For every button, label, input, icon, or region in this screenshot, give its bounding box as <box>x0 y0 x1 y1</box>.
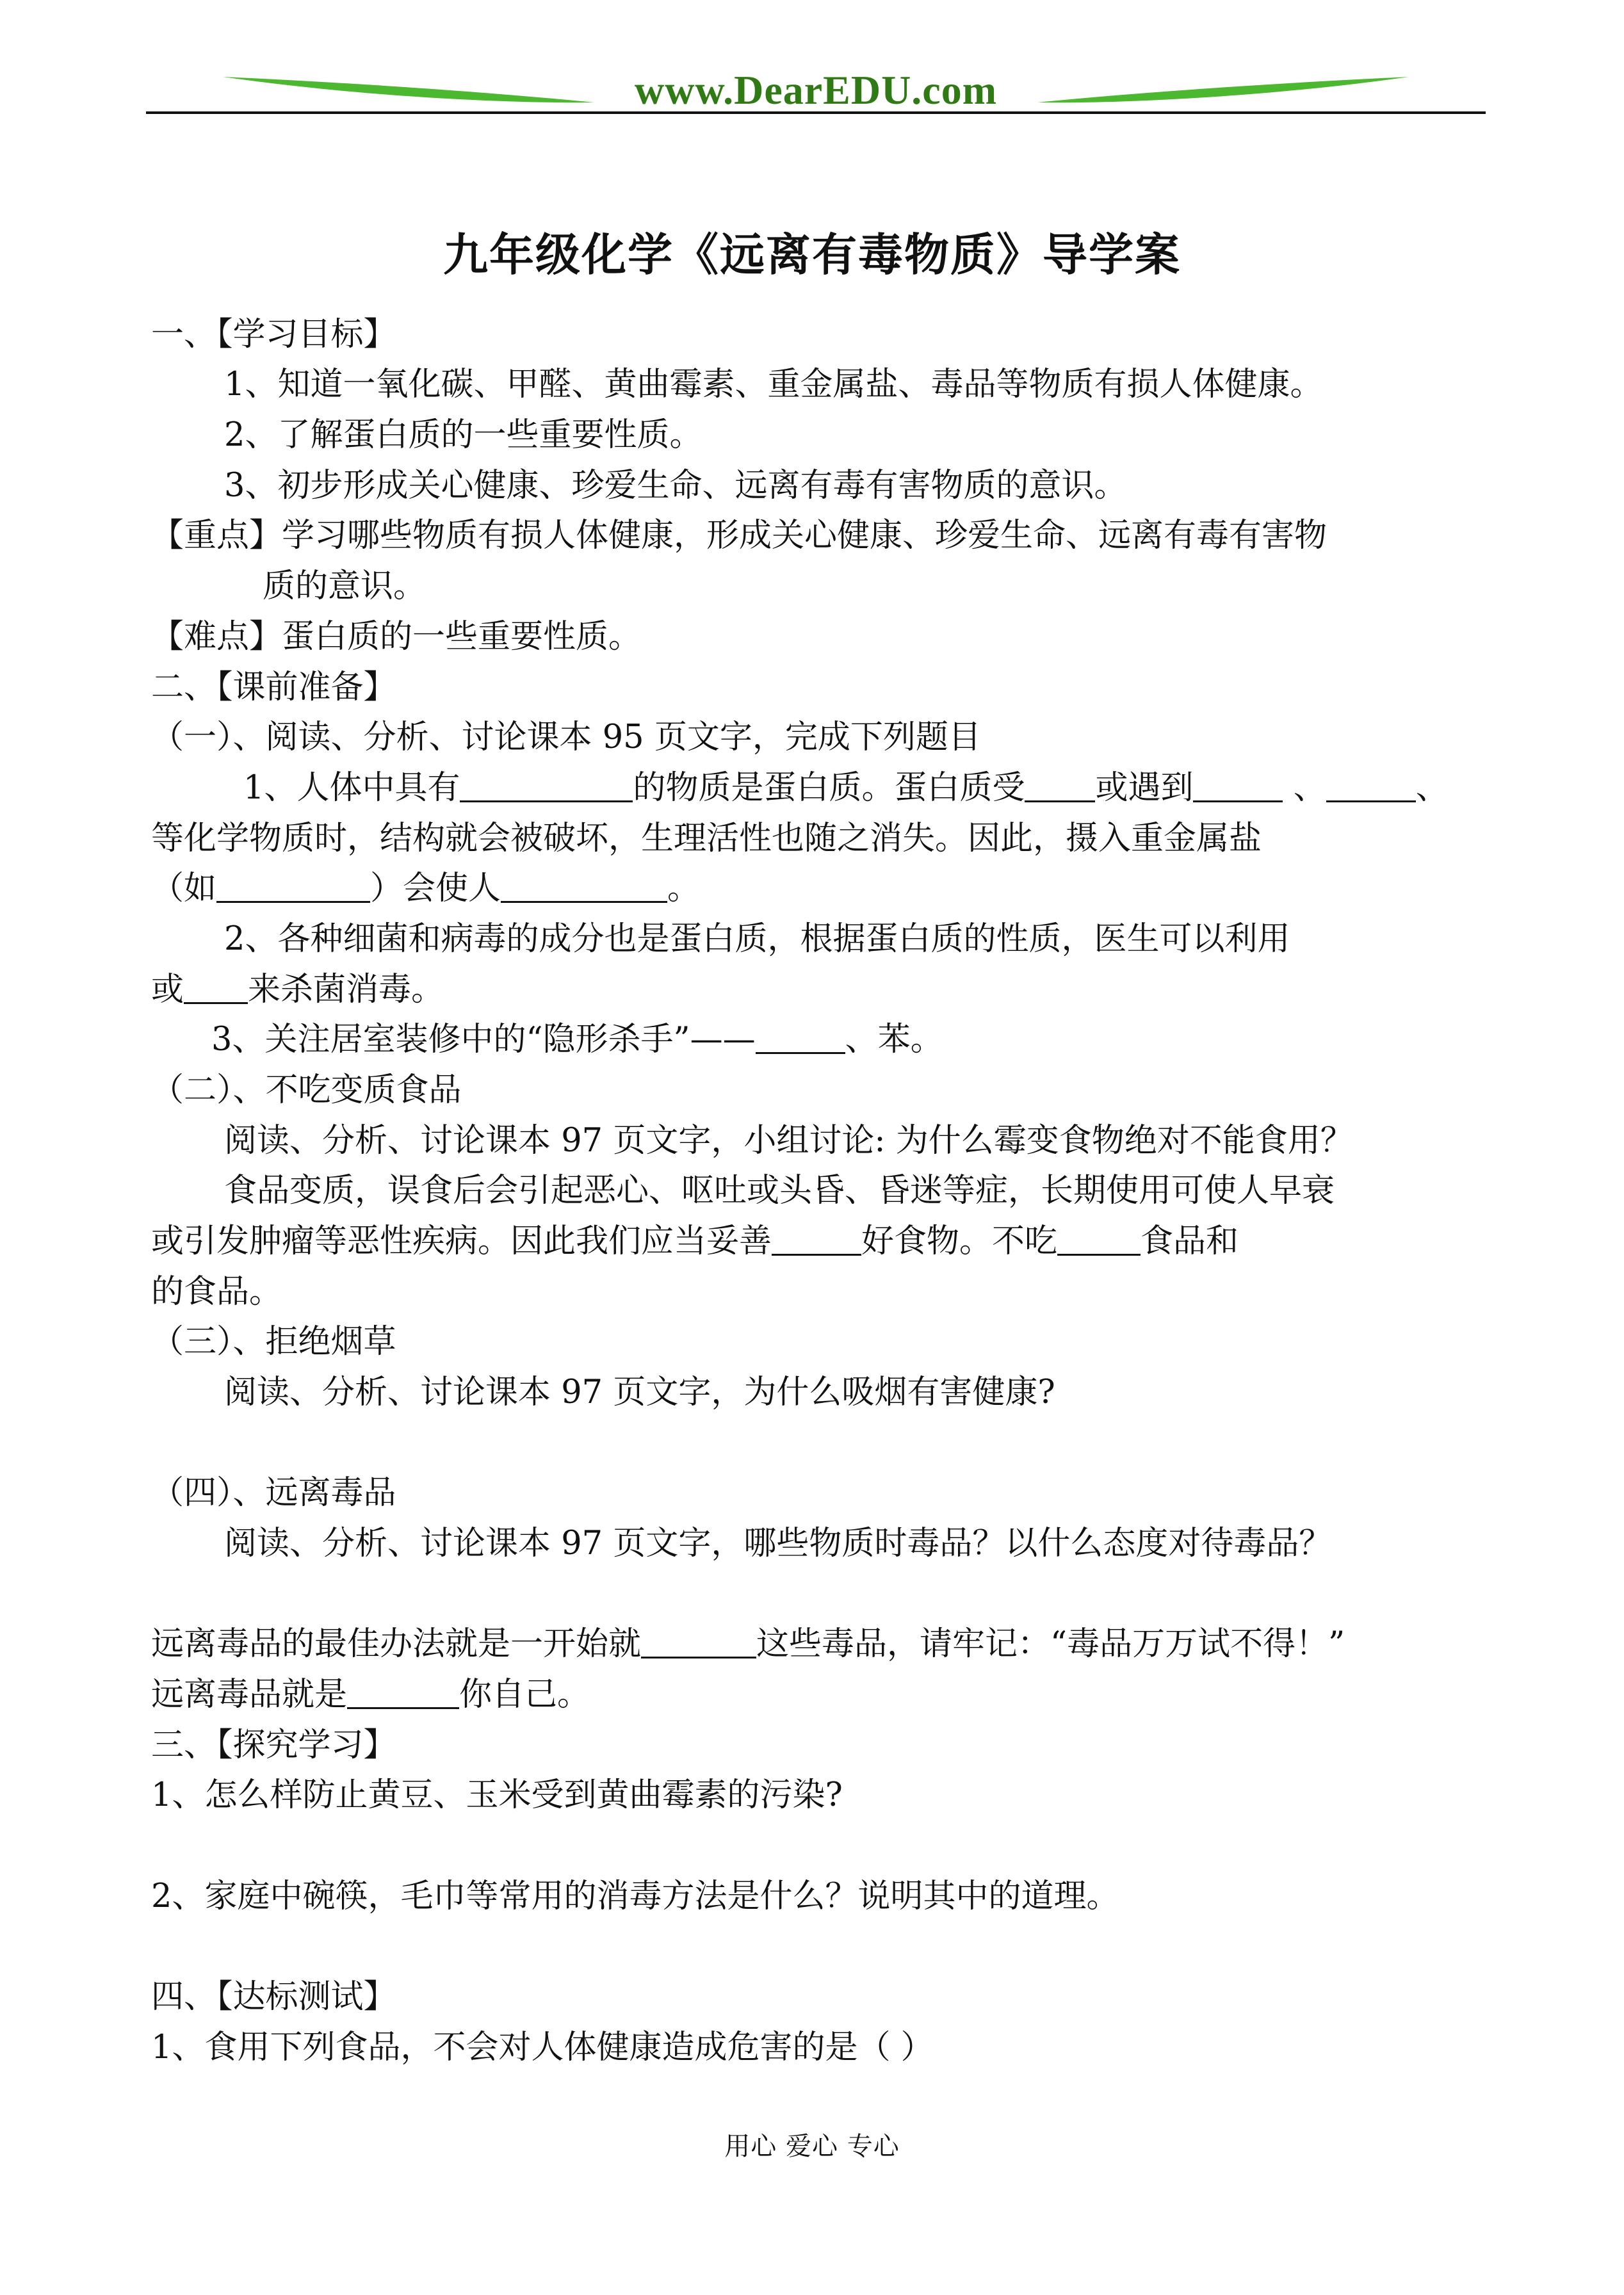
drugs-text-2: 远离毒品就是 你自己。 <box>151 1676 590 1714</box>
section-heading-goals: 一、【学习目标】 <box>151 316 396 353</box>
page-title: 九年级化学《远离有毒物质》导学案 <box>443 228 1181 281</box>
subsection-tobacco: （三）、拒绝烟草 <box>151 1323 396 1361</box>
goal-item: 3、初步形成关心健康、珍爱生命、远离有毒有害物质的意识。 <box>224 467 1127 505</box>
tobacco-question: 阅读、分析、讨论课本 97 页文字，为什么吸烟有害健康? <box>224 1374 1055 1411</box>
page-footer: 用心 爱心 专心 <box>724 2132 900 2161</box>
question-1-line-1: 1、人体中具有 的物质是蛋白质。蛋白质受 或遇到 、 、 <box>243 769 1449 807</box>
fill-blank[interactable] <box>184 971 248 1004</box>
question-2-line-1: 2、各种细菌和病毒的成分也是蛋白质，根据蛋白质的性质，医生可以利用 <box>224 920 1290 958</box>
explore-question-2: 2、家庭中碗筷，毛巾等常用的消毒方法是什么？说明其中的道理。 <box>151 1877 1119 1915</box>
question-1-line-3: （如 ）会使人 。 <box>151 870 701 907</box>
fill-blank[interactable] <box>1326 770 1416 802</box>
fill-blank[interactable] <box>641 1626 756 1658</box>
explore-question-1: 1、怎么样防止黄豆、玉米受到黄曲霉素的污染? <box>151 1776 843 1814</box>
site-logo: www.DearEDU.com <box>635 67 997 113</box>
fill-blank[interactable] <box>1057 1223 1141 1256</box>
test-question-1: 1、食用下列食品，不会对人体健康造成危害的是（ ） <box>151 2029 934 2066</box>
fill-blank[interactable] <box>347 1676 459 1709</box>
drugs-text-1: 远离毒品的最佳办法就是一开始就 这些毒品，请牢记：“毒品万万试不得！” <box>151 1625 1345 1663</box>
drugs-question: 阅读、分析、讨论课本 97 页文字，哪些物质时毒品？以什么态度对待毒品？ <box>224 1525 1332 1562</box>
key-point-continued: 质的意识。 <box>263 567 426 605</box>
question-1-line-2: 等化学物质时，结构就会被破坏，生理活性也随之消失。因此，摄入重金属盐 <box>151 820 1262 857</box>
section-heading-prep: 二、【课前准备】 <box>151 669 396 706</box>
section-heading-explore: 三、【探究学习】 <box>151 1726 396 1764</box>
fill-blank[interactable] <box>1193 770 1283 802</box>
section-heading-test: 四、【达标测试】 <box>151 1978 396 2016</box>
spoiled-food-text-2: 或引发肿瘤等恶性疾病。因此我们应当妥善 好食物。不吃 食品和 <box>151 1222 1239 1260</box>
subsection-reading-1: （一）、阅读、分析、讨论课本 95 页文字，完成下列题目 <box>151 718 981 756</box>
site-header <box>146 64 1486 128</box>
goal-item: 2、了解蛋白质的一些重要性质。 <box>224 416 702 454</box>
question-3: 3、关注居室装修中的“隐形杀手”—— 、苯。 <box>211 1021 943 1058</box>
subsection-drugs: （四）、远离毒品 <box>151 1474 396 1512</box>
fill-blank[interactable] <box>216 870 370 903</box>
subsection-spoiled-food: （二）、不吃变质食品 <box>151 1071 462 1109</box>
spoiled-food-text-3: 的食品。 <box>151 1273 282 1311</box>
difficulty-point: 【难点】蛋白质的一些重要性质。 <box>151 618 642 656</box>
fill-blank[interactable] <box>756 1021 845 1054</box>
question-2-line-2: 或 来杀菌消毒。 <box>151 971 444 1009</box>
spoiled-food-text-1: 食品变质，误食后会引起恶心、呕吐或头昏、昏迷等症，长期使用可使人早衰 <box>224 1172 1335 1210</box>
fill-blank[interactable] <box>501 870 667 903</box>
fill-blank[interactable] <box>460 770 633 802</box>
fill-blank[interactable] <box>1025 770 1095 802</box>
fill-blank[interactable] <box>772 1223 861 1256</box>
key-point: 【重点】学习哪些物质有损人体健康，形成关心健康、珍爱生命、远离有毒有害物 <box>151 517 1328 555</box>
spoiled-food-question: 阅读、分析、讨论课本 97 页文字，小组讨论: 为什么霉变食物绝对不能食用？ <box>224 1122 1353 1160</box>
goal-item: 1、知道一氧化碳、甲醛、黄曲霉素、重金属盐、毒品等物质有损人体健康。 <box>224 366 1323 403</box>
